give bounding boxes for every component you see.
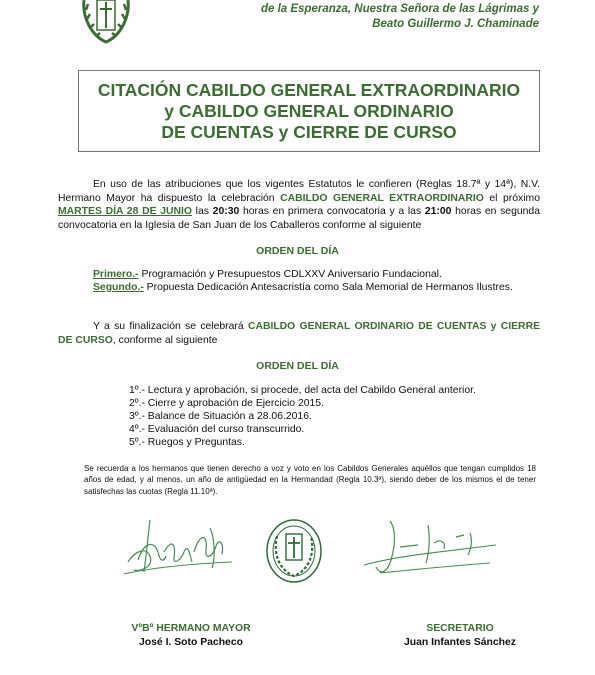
orden2-item-4: 4º.- Evaluación del curso transcurrido.	[129, 424, 305, 435]
item-text: Propuesta Dedicación Antesacristía como Sala Memorial de Hermanos Ilustres.	[143, 282, 513, 293]
orden2-item-2: 2º.- Cierre y aprobación de Ejercicio 2015.	[129, 398, 324, 409]
brotherhood-crest-icon	[78, 0, 134, 44]
orden2-item-1: 1º.- Lectura y aprobación, si procede, del acta del Cabildo General anterior.	[129, 385, 476, 396]
intro-text: horas en segunda convocatoria en la Iglesia de San Juan de los Caballeros conforme al siguiente	[58, 206, 540, 231]
header-text	[261, 2, 539, 32]
title-line-2: y CABILDO GENERAL ORDINARIO	[164, 101, 454, 121]
intro-date: MARTES DÍA 28 DE JUNIO	[58, 206, 192, 218]
orden2-item-3: 3º.- Balance de Situación a 28.06.2016.	[129, 411, 312, 422]
signature-right-name: Juan Infantes Sánchez	[403, 637, 517, 648]
intro-text: En uso de las atribuciones que los vigentes Estatutos le confieren (Reglas 18.7ª y 14ª), N.V. Hermano Mayor ha dispuesto la celebración	[58, 179, 540, 204]
intro-text: el próximo	[483, 192, 540, 204]
second-paragraph	[58, 320, 540, 347]
signature-left-role: VºBº HERMANO MAYOR	[131, 623, 251, 634]
signature-block-left	[71, 622, 311, 650]
title-box	[78, 70, 540, 152]
header-line-1: de la Esperanza, Nuestra Señora de las Lágrimas y	[260, 3, 539, 15]
signature-right-role: SECRETARIO	[426, 623, 494, 634]
intro-event: CABILDO GENERAL EXTRAORDINARIO	[280, 192, 484, 204]
intro-paragraph	[58, 178, 540, 232]
orden-item-first	[93, 268, 442, 282]
orden2-item-5: 5º.- Ruegos y Preguntas.	[129, 437, 245, 448]
second-event: CABILDO GENERAL ORDINARIO DE CUENTAS y CIERRE DE CURSO	[58, 321, 540, 346]
item-label: Segundo.-	[93, 282, 144, 293]
header-line-2: Beato Guillermo J. Chaminade	[372, 18, 539, 30]
intro-time-second: 21:00	[424, 206, 452, 218]
item-label: Primero.-	[93, 269, 139, 280]
item-text: Programación y Presupuestos CDLXXV Aniversario Fundacional.	[138, 269, 442, 280]
signature-left-name: José I. Soto Pacheco	[139, 637, 243, 648]
orden-item-second	[93, 281, 513, 295]
intro-text: las	[191, 206, 213, 218]
membership-note: Se recuerda a los hermanos que tienen derecho a voz y voto en los Cabildos Generales aquéllos que tengan cumplidos 18 años de edad, y al menos, un año de antigüedad en la Hermandad (Regla 10.3ª), siendo deber de los mismos el de tener satisfechas las cuotas (Regla 11.10ª).	[84, 464, 536, 496]
seal-stamp-icon	[265, 518, 323, 584]
title-line-1: CITACIÓN CABILDO GENERAL EXTRAORDINARIO	[97, 80, 521, 100]
intro-text: horas en primera convocatoria y a las	[239, 206, 425, 218]
second-text: , conforme al siguiente	[112, 334, 218, 346]
orden-heading-1: ORDEN DEL DÍA	[256, 245, 339, 257]
intro-time-first: 20:30	[212, 206, 240, 218]
signature-block-right	[340, 622, 580, 650]
orden-heading-2: ORDEN DEL DÍA	[256, 360, 339, 372]
title-line-3: DE CUENTAS y CIERRE DE CURSO	[161, 122, 457, 142]
signature-right-icon	[360, 515, 500, 585]
signature-left-icon	[120, 512, 240, 587]
second-text: Y a su finalización se celebrará	[93, 321, 248, 332]
